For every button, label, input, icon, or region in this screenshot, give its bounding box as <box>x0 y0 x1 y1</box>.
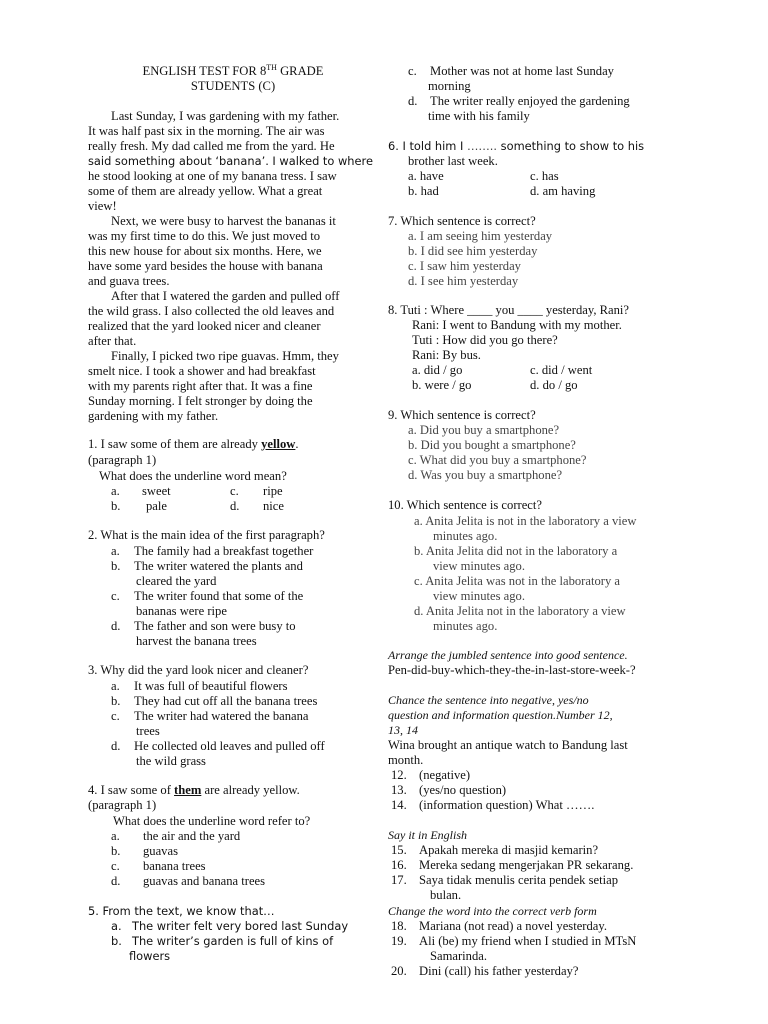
verb-item[interactable]: Ali (be) my friend when I studied in MTsN <box>419 934 637 948</box>
q1-option-b[interactable]: pale <box>146 499 167 513</box>
question-8-line4: Rani: By bus. <box>412 348 481 362</box>
question-9-stem: 9. Which sentence is correct? <box>388 408 536 422</box>
passage-line: some of them are already yellow. What a great <box>88 184 323 198</box>
passage-line: after that. <box>88 334 137 348</box>
question-6-line2: brother last week. <box>408 154 498 168</box>
q4-option-letter: a. <box>111 829 120 843</box>
test-title-line1: ENGLISH TEST FOR 8TH GRADE <box>142 62 324 78</box>
q2-option[interactable]: The writer watered the plants and <box>134 559 303 573</box>
change-item-number: 14. <box>391 798 407 812</box>
q1-option-d-letter: d. <box>230 499 240 513</box>
change-item[interactable]: (negative) <box>419 768 471 782</box>
q10-option[interactable]: d. Anita Jelita not in the laboratory a view <box>414 604 626 618</box>
q1-option-c-letter: c. <box>230 484 239 498</box>
change-item[interactable]: (yes/no question) <box>419 783 507 797</box>
change-instruction-line2: question and information question.Number 12, <box>388 708 613 722</box>
q6-option-c[interactable]: c. has <box>530 169 559 183</box>
q3-option[interactable]: The writer had watered the banana <box>134 709 309 723</box>
question-6-stem: 6. I told him I …….. something to show to his <box>388 139 645 153</box>
passage-line: this new house for about six months. Here, we <box>88 244 322 258</box>
q9-option[interactable]: a. Did you buy a smartphone? <box>408 423 560 437</box>
q5-option-letter: c. <box>408 64 417 78</box>
q1-option-b-letter: b. <box>111 499 121 513</box>
q2-option[interactable]: The writer found that some of the <box>134 589 304 603</box>
passage-line: It was half past six in the morning. The air was <box>88 124 325 138</box>
q10-option-cont: view minutes ago. <box>433 559 525 573</box>
q1-option-a[interactable]: sweet <box>142 484 171 498</box>
verb-item[interactable]: Dini (call) his father yesterday? <box>419 964 579 978</box>
say-item-number: 16. <box>391 858 407 872</box>
q2-option-cont: harvest the banana trees <box>136 634 257 648</box>
q3-option[interactable]: It was full of beautiful flowers <box>134 679 288 693</box>
test-title-line2: STUDENTS (C) <box>190 79 276 93</box>
q4-option[interactable]: guavas and banana trees <box>143 874 266 888</box>
q7-option[interactable]: d. I see him yesterday <box>408 274 519 288</box>
q7-option[interactable]: c. I saw him yesterday <box>408 259 521 273</box>
passage-line: Last Sunday, I was gardening with my father. <box>111 109 340 123</box>
q4-option[interactable]: the air and the yard <box>143 829 241 843</box>
question-7-stem: 7. Which sentence is correct? <box>388 214 536 228</box>
q10-option[interactable]: a. Anita Jelita is not in the laboratory a view <box>414 514 637 528</box>
q9-option[interactable]: d. Was you buy a smartphone? <box>408 468 563 482</box>
q3-option-letter: c. <box>111 709 120 723</box>
q2-option-letter: b. <box>111 559 121 573</box>
question-3-stem: 3. Why did the yard look nicer and cleaner? <box>88 663 309 677</box>
q6-option-b[interactable]: b. had <box>408 184 439 198</box>
verb-item-number: 19. <box>391 934 407 948</box>
question-8-line1: 8. Tuti : Where ____ you ____ yesterday, Rani? <box>388 303 630 317</box>
q6-option-d[interactable]: d. am having <box>530 184 596 198</box>
question-1-ask: What does the underline word mean? <box>99 469 287 483</box>
q5-option-cont: morning <box>428 79 471 93</box>
say-item[interactable]: Mereka sedang mengerjakan PR sekarang. <box>419 858 634 872</box>
q5-option[interactable]: Mother was not at home last Sunday <box>430 64 614 78</box>
q5-option[interactable]: The writer felt very bored last Sunday <box>132 919 349 933</box>
say-instruction: Say it in English <box>388 828 467 842</box>
q4-option-letter: b. <box>111 844 121 858</box>
q2-option-letter: d. <box>111 619 121 633</box>
question-2-stem: 2. What is the main idea of the first paragraph? <box>88 528 325 542</box>
change-instruction-line1: Chance the sentence into negative, yes/no <box>388 693 589 707</box>
passage-line: After that I watered the garden and pulled off <box>111 289 340 303</box>
jumble-instruction: Arrange the jumbled sentence into good sentence. <box>388 648 628 662</box>
q10-option[interactable]: c. Anita Jelita was not in the laboratory a <box>414 574 620 588</box>
q2-option-cont: bananas were ripe <box>136 604 227 618</box>
q3-option-letter: b. <box>111 694 121 708</box>
q5-option-cont: flowers <box>129 949 171 963</box>
jumble-sentence: Pen-did-buy-which-they-the-in-last-store-week-? <box>388 663 636 677</box>
question-8-line3: Tuti : How did you go there? <box>412 333 558 347</box>
q8-option-d[interactable]: d. do / go <box>530 378 578 392</box>
passage-line: Finally, I picked two ripe guavas. Hmm, they <box>111 349 339 363</box>
passage-line: realized that the yard looked nicer and cleaner <box>88 319 321 333</box>
q3-option-letter: d. <box>111 739 121 753</box>
q5-option-cont: time with his family <box>428 109 530 123</box>
passage-line: really fresh. My dad called me from the yard. He <box>88 139 335 153</box>
passage-line: gardening with my father. <box>88 409 219 423</box>
q4-option[interactable]: banana trees <box>143 859 206 873</box>
change-sentence-line1: Wina brought an antique watch to Bandung last <box>388 738 628 752</box>
say-item[interactable]: Saya tidak menulis cerita pendek setiap <box>419 873 618 887</box>
q4-option-letter: c. <box>111 859 120 873</box>
verb-item[interactable]: Mariana (not read) a novel yesterday. <box>419 919 608 933</box>
verb-item: Samarinda. <box>430 949 488 963</box>
passage-line: Next, we were busy to harvest the bananas it <box>111 214 336 228</box>
question-4-ask: What does the underline word refer to? <box>113 814 311 828</box>
say-item: bulan. <box>430 888 462 902</box>
passage-line: view! <box>88 199 117 213</box>
q3-option[interactable]: He collected old leaves and pulled off <box>134 739 325 753</box>
q5-option-letter: a. <box>111 919 122 933</box>
q9-option[interactable]: c. What did you buy a smartphone? <box>408 453 587 467</box>
q5-option-letter: d. <box>408 94 418 108</box>
passage-line: with my parents right after that. It was a fine <box>88 379 313 393</box>
question-10-stem: 10. Which sentence is correct? <box>388 498 542 512</box>
change-item[interactable]: (information question) What ……. <box>419 798 595 812</box>
q7-option[interactable]: b. I did see him yesterday <box>408 244 538 258</box>
q2-option[interactable]: The father and son were busy to <box>134 619 296 633</box>
q3-option-cont: trees <box>136 724 160 738</box>
q8-option-b[interactable]: b. were / go <box>412 378 472 392</box>
q5-option-letter: b. <box>111 934 122 948</box>
q9-option[interactable]: b. Did you bought a smartphone? <box>408 438 576 452</box>
change-item-number: 13. <box>391 783 407 797</box>
q5-option[interactable]: The writer really enjoyed the gardening <box>430 94 630 108</box>
q4-option-letter: d. <box>111 874 121 888</box>
q10-option[interactable]: b. Anita Jelita did not in the laboratory a <box>414 544 618 558</box>
change-sentence-line2: month. <box>388 753 424 767</box>
question-8-line2: Rani: I went to Bandung with my mother. <box>412 318 622 332</box>
q2-option[interactable]: The family had a breakfast together <box>134 544 314 558</box>
passage-line: Sunday morning. I felt stronger by doing the <box>88 394 313 408</box>
question-4-paragraph: (paragraph 1) <box>88 798 157 812</box>
passage-line: and guava trees. <box>88 274 170 288</box>
q2-option-letter: a. <box>111 544 120 558</box>
q10-option-cont: view minutes ago. <box>433 589 525 603</box>
q2-option-cont: cleared the yard <box>136 574 217 588</box>
passage-line: the wild grass. I also collected the old leaves and <box>88 304 335 318</box>
q1-option-a-letter: a. <box>111 484 120 498</box>
question-4-stem: 4. I saw some of them are already yellow. <box>88 783 300 797</box>
q7-option[interactable]: a. I am seeing him yesterday <box>408 229 553 243</box>
q10-option-cont: minutes ago. <box>433 619 498 633</box>
change-item-number: 12. <box>391 768 407 782</box>
q3-option[interactable]: They had cut off all the banana trees <box>134 694 318 708</box>
q3-option-letter: a. <box>111 679 120 693</box>
passage-line: smelt nice. I took a shower and had breakfast <box>88 364 316 378</box>
verb-item-number: 18. <box>391 919 407 933</box>
question-1-stem: 1. I saw some of them are already yellow. <box>88 437 299 451</box>
q8-option-a[interactable]: a. did / go <box>412 363 463 377</box>
q1-option-c[interactable]: ripe <box>263 484 283 498</box>
question-1-paragraph: (paragraph 1) <box>88 453 157 467</box>
verb-item-number: 20. <box>391 964 407 978</box>
say-item-number: 15. <box>391 843 407 857</box>
passage-line: said something about ‘banana’. I walked to where <box>88 154 373 168</box>
q5-option[interactable]: The writer’s garden is full of kins of <box>132 934 334 948</box>
q4-option[interactable]: guavas <box>143 844 178 858</box>
q8-option-c[interactable]: c. did / went <box>530 363 593 377</box>
say-item-number: 17. <box>391 873 407 887</box>
say-item[interactable]: Apakah mereka di masjid kemarin? <box>419 843 599 857</box>
verb-instruction: Change the word into the correct verb form <box>388 904 597 918</box>
question-5-stem: 5. From the text, we know that… <box>88 904 275 918</box>
q2-option-letter: c. <box>111 589 120 603</box>
passage-line: he stood looking at one of my banana tress. I saw <box>88 169 337 183</box>
q1-option-d[interactable]: nice <box>263 499 284 513</box>
change-instruction-line3: 13, 14 <box>388 723 418 737</box>
passage-line: have some yard besides the house with banana <box>88 259 323 273</box>
q10-option-cont: minutes ago. <box>433 529 498 543</box>
passage-line: was my first time to do this. We just moved to <box>88 229 321 243</box>
q3-option-cont: the wild grass <box>136 754 206 768</box>
q6-option-a[interactable]: a. have <box>408 169 444 183</box>
